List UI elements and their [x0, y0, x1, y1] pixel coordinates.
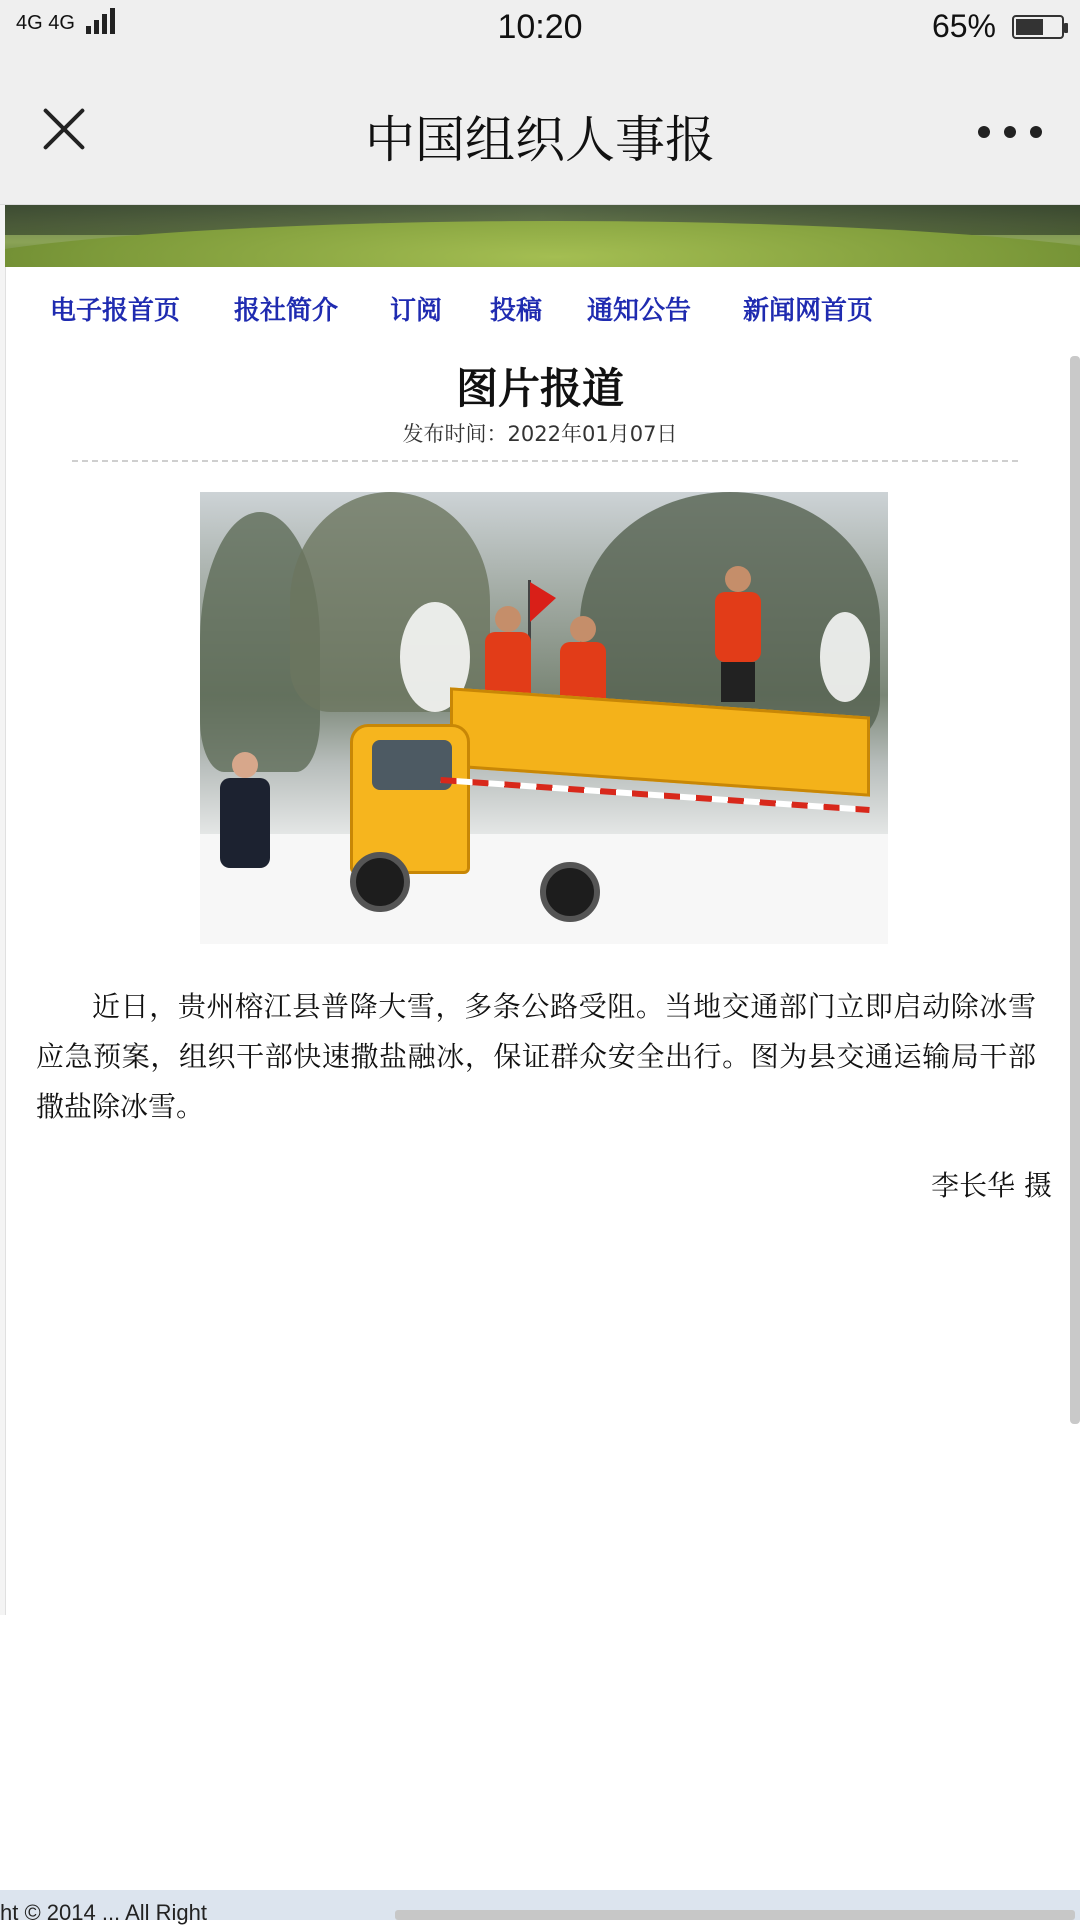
article-heading: 图片报道 — [455, 364, 624, 413]
shovel-man-figure — [220, 778, 270, 868]
photo-credit: 李长华 摄 — [931, 1169, 1052, 1202]
more-options-icon[interactable] — [978, 126, 1042, 140]
title-bar — [0, 60, 1080, 205]
photo-caption: 近日，贵州榕江县普降大雪，多条公路受阻。当地交通部门立即启动除冰雪应急预案，组织干部快速撒盐融冰，保证群众安全出行。图为县交通运输局干部撒盐除冰雪。 — [36, 990, 1036, 1123]
battery-icon — [1012, 15, 1064, 39]
page-title: 中国组织人事报 — [365, 111, 715, 169]
battery-status — [932, 8, 1064, 45]
header-banner — [5, 205, 1080, 267]
red-flag — [530, 582, 556, 622]
left-frame-edge — [0, 205, 6, 1615]
status-bar — [0, 0, 1080, 60]
battery-fill — [1016, 19, 1043, 35]
nav-bar — [0, 268, 1080, 348]
nav-link-news-home[interactable]: 新闻网首页 — [743, 296, 874, 326]
worker-figure — [715, 592, 761, 662]
scrollbar[interactable] — [1070, 356, 1080, 1424]
truck-wheel — [540, 862, 600, 922]
salt-spray — [820, 612, 870, 702]
network-type: 4G 4G — [16, 11, 75, 34]
copyright-text: ht © 2014 ... All Right — [0, 1900, 207, 1925]
nav-link-epaper-home[interactable]: 电子报首页 — [50, 296, 181, 326]
clock: 10:20 — [497, 8, 583, 46]
footer-scroll-track — [395, 1910, 1075, 1920]
nav-link-submit[interactable]: 投稿 — [490, 296, 543, 326]
footer — [0, 1890, 1080, 1925]
nav-link-about[interactable]: 报社简介 — [234, 296, 339, 326]
news-photo — [200, 492, 888, 944]
nav-link-subscribe[interactable]: 订阅 — [390, 296, 443, 326]
dashed-divider — [72, 460, 1018, 462]
publish-date: 2022年01月07日 — [507, 422, 678, 446]
publish-info — [0, 418, 1080, 448]
nav-link-notices[interactable]: 通知公告 — [587, 296, 692, 326]
publish-label: 发布时间： — [402, 422, 508, 446]
truck-wheel — [350, 852, 410, 912]
battery-percent: 65% — [931, 8, 996, 44]
